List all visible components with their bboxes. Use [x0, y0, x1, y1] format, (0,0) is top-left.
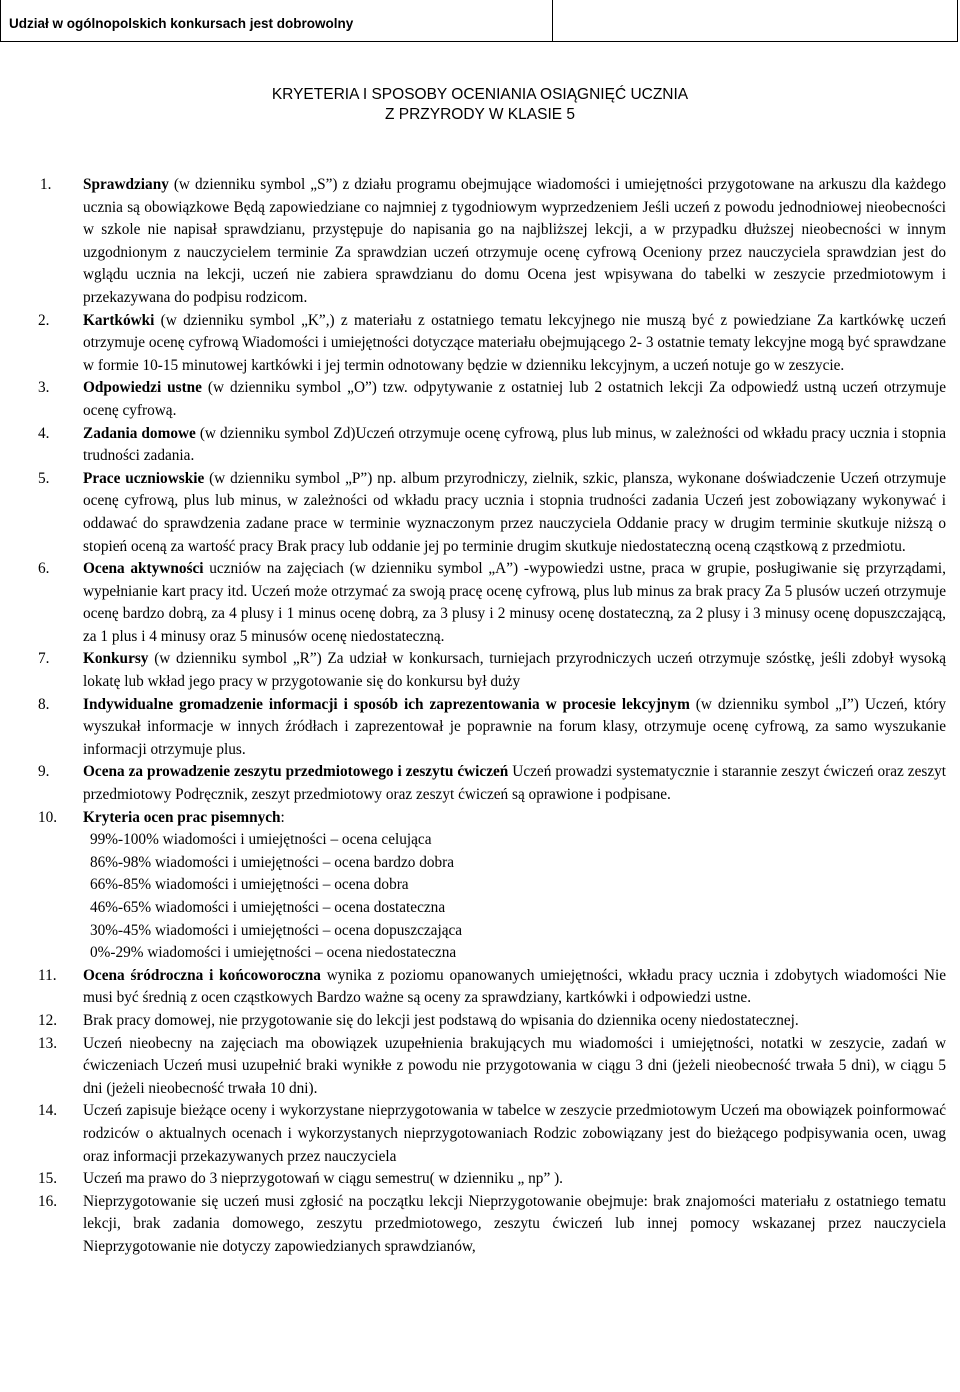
- item-text: wynika z poziomu opanowanych umiejętności, wkładu pracy ucznia i zdobytych wiadomości Nie musi być średnią z ocen cząstkowych Bardzo ważne są oceny za sprawdziany, kartkówki i odpowiedzi ustne.: [83, 966, 946, 1007]
- item-number: 8.: [38, 695, 50, 713]
- item-text: (w dzienniku symbol „R”) Za udział w konkursach, turniejach przyrodniczych uczeń otrzymuje szóstkę, jeśli zdobył wysoką lokatę lub wkład jego pracy w przygotowanie się do konkursu był duży: [83, 650, 946, 691]
- item-number: 1.: [40, 176, 52, 193]
- list-item: [38, 1168, 946, 1191]
- list-item: [38, 377, 946, 422]
- list-item: [38, 310, 946, 378]
- item-number: 2.: [38, 311, 50, 329]
- item-heading: Kryteria ocen prac pisemnych: [83, 808, 281, 826]
- item-text: (w dzienniku symbol „P”) np. album przyrodniczy, zielnik, szkic, plansza, wykonane doświadczenie Uczeń otrzymuje ocenę cyfrową, plus lub minus, w zależności od wkładu pracy ucznia i stopnia trudności zadania Uczeń jest zobowiązany wykonywać i oddawać do sprawdzenia zadane prace w terminie wyznaczonym przez nauczyciela Oddanie pracy w drugim terminie skutkuje niższą o stopień oceną za wartość pracy Brak pracy lub oddanie jej po terminie drugim skutkuje niedostateczną oceną cząstkową z przedmiotu.: [83, 469, 946, 555]
- item-text: (w dzienniku symbol Zd)Uczeń otrzymuje ocenę cyfrową, plus lub minus, w zależności od wkładu pracy ucznia i stopnia trudności zadania.: [83, 424, 946, 465]
- list-item: [38, 694, 946, 762]
- item-number: 14.: [38, 1102, 58, 1120]
- grade-row: 46%-65% wiadomości i umiejętności – ocena dostateczna: [90, 899, 446, 916]
- list-item: [38, 1010, 946, 1033]
- grade-row: 99%-100% wiadomości i umiejętności – ocena celująca: [90, 831, 432, 849]
- list-item-grading-criteria: [38, 807, 946, 830]
- item-text: Uczeń nieobecny na zajęciach ma obowiązek uzupełnienia brakujących mu wiadomości i umiejętności, notatki w zeszycie, zadań w ćwiczeniach Uczeń musi uzupełnić braki wynikłe z powodu nie przygotowania w ciągu 3 dni (jeżeli nieobecność trwała 5 dni), w ciągu 5 dni (jeżeli nieobecność trwała 10 dni).: [83, 1034, 946, 1097]
- list-item: [38, 558, 946, 648]
- list-item: [38, 1191, 946, 1259]
- grade-row: 66%-85% wiadomości i umiejętności – ocena dobra: [90, 876, 409, 894]
- list-item: [38, 965, 946, 1010]
- grade-row: 86%-98% wiadomości i umiejętności – ocena bardzo dobra: [90, 853, 455, 871]
- item-number: 3.: [38, 379, 50, 397]
- header-divider: [552, 0, 553, 42]
- item-text: Uczeń ma prawo do 3 nieprzygotowań w ciągu semestru( w dzienniku „ np” ).: [83, 1170, 563, 1188]
- item-heading: Ocena za prowadzenie zeszytu przedmiotowego i zeszytu ćwiczeń: [83, 763, 509, 781]
- item-text: (w dzienniku symbol „S”) z działu programu obejmujące wiadomości i umiejętności przygotowane na arkuszu dla każdego ucznia są obowiązkowe Będą zapowiedziane co najmniej z tygodniowym wyprzedzeniem Jeśli uczeń z powodu jednodniowej nieobecności w szkole nie napisał sprawdzianu, przystępuje do napisania go na najbliższej lekcji, a w przypadku dłuższej nieobecności w innym uzgodnionym z nauczycielem terminie Za sprawdzian uczeń otrzymuje ocenę cyfrową Oceniony przez nauczyciela sprawdzian jest do wglądu ucznia na lekcji, uczeń nie zabiera sprawdzianu do domu Ocena jest wpisywana do tabelki w zeszycie przedmiotowym i przekazywana do podpisu rodzicom.: [83, 176, 946, 306]
- document-title: KRYETERIA I SPOSOBY OCENIANIA OSIĄGNIĘĆ UCZNIA: [271, 86, 689, 103]
- document-subtitle: Z PRZYRODY W KLASIE 5: [384, 106, 576, 123]
- item-heading: Ocena aktywności: [83, 560, 204, 578]
- item-text: (w dzienniku symbol „I”) Uczeń, który wyszukał informacje w innych źródłach i zaprezentował je poprawnie na forum klasy, otrzymuje ocenę cyfrową, za samo wyszukanie informacji otrzymuje plus.: [83, 695, 946, 758]
- item-number: 5.: [38, 469, 50, 487]
- item-heading: Konkursy: [83, 650, 149, 668]
- grade-row: 30%-45% wiadomości i umiejętności – ocena dopuszczająca: [90, 921, 463, 939]
- item-number: 13.: [38, 1034, 58, 1052]
- item-number: 7.: [38, 650, 50, 668]
- item-heading: Ocena śródroczna i końcoworoczna: [83, 966, 321, 984]
- criteria-list: [38, 174, 946, 1259]
- grade-row: 0%-29% wiadomości i umiejętności – ocena niedostateczna: [90, 944, 457, 962]
- item-heading: Indywidualne gromadzenie informacji i sposób ich zaprezentowania w procesie lekcyjnym: [83, 695, 690, 713]
- header-box: [0, 0, 958, 42]
- grade-scale: [38, 829, 946, 965]
- item-number: 15.: [38, 1170, 58, 1188]
- list-item: [38, 648, 946, 693]
- item-text: Uczeń prowadzi systematycznie i starannie zeszyt ćwiczeń oraz zeszyt przedmiotowy Podręcznik, zeszyt przedmiotowy oraz zeszyt ćwiczeń są oprawione i podpisane.: [83, 763, 947, 804]
- list-item: [38, 174, 946, 310]
- item-text: :: [280, 808, 285, 826]
- list-item: [38, 1100, 946, 1168]
- item-number: 6.: [38, 560, 50, 578]
- item-number: 10.: [38, 808, 58, 826]
- item-text: (w dzienniku symbol „O”) tzw. odpytywanie z ostatniej lub 2 ostatnich lekcji Za odpowiedź ustną uczeń otrzymuje ocenę cyfrową.: [83, 379, 946, 419]
- item-number: 4.: [38, 424, 50, 442]
- item-text: Brak pracy domowej, nie przygotowanie się do lekcji jest podstawą do wpisania do dziennika oceny niedostatecznej.: [83, 1011, 799, 1029]
- item-number: 12.: [38, 1011, 58, 1029]
- list-item: [38, 761, 946, 806]
- item-text: uczniów na zajęciach (w dzienniku symbol „A”) -wypowiedzi ustne, praca w grupie, posługiwanie się przyrządami, wypełnianie kart pracy itd. Uczeń może otrzymać za swoją pracę ocenę cyfrową, plus lub minus za brak pracy Za 5 plusów uczeń otrzymuje ocenę bardzo dobrą, za 4 plusy i 1 minus ocenę dobrą, za 3 plusy i 2 minusy ocenę dostateczną, za 2 plusy i 3 minusy ocenę dopuszczającą, za 1 plus i 4 minusy oraz 5 minusów ocenę niedostateczną.: [83, 560, 946, 645]
- item-heading: Zadania domowe: [83, 424, 196, 442]
- item-text: (w dzienniku symbol „K”,) z materiału z ostatniego tematu lekcyjnego nie muszą być z powiedziane Za kartkówkę uczeń otrzymuje ocenę cyfrową Wiadomości i umiejętności dotyczące materiału obejmującego 2- 3 ostatnie tematy lekcyjne mogą być sprawdzane w formie 10-15 minutowej kartkówki i jej termin odnotowany będzie w dzienniku lekcyjnym, a uczeń notuje go w zeszycie.: [83, 311, 946, 374]
- list-item: [38, 468, 946, 558]
- item-heading: Sprawdziany: [83, 176, 169, 193]
- header-title: Udział w ogólnopolskich konkursach jest dobrowolny: [9, 16, 354, 31]
- item-heading: Odpowiedzi ustne: [83, 379, 202, 397]
- item-text: Uczeń zapisuje bieżące oceny i wykorzystane nieprzygotowania w tabelce w zeszycie przedmiotowym Uczeń ma obowiązek poinformować rodziców o aktualnych ocenach i wykorzystanych nieprzygotowaniach Rodzic zobowiązany jest do bieżącego podpisywania ocen, uwag oraz informacji przekazywanych przez nauczyciela: [83, 1102, 946, 1165]
- item-heading: Prace uczniowskie: [83, 469, 205, 487]
- item-number: 16.: [38, 1192, 58, 1210]
- item-number: 9.: [38, 763, 50, 781]
- list-item: [38, 1033, 946, 1101]
- item-text: Nieprzygotowanie się uczeń musi zgłosić na początku lekcji Nieprzygotowanie obejmuje: brak znajomości materiału z ostatniego tematu lekcji, brak zadania domowego, zeszytu przedmiotowego, zeszytu ćwiczeń lub innej pomocy wskazanej przez nauczyciela Nieprzygotowanie nie dotyczy zapowiedzianych sprawdzianów,: [83, 1192, 946, 1255]
- list-item: [38, 423, 946, 468]
- item-number: 11.: [38, 966, 57, 984]
- item-heading: Kartkówki: [83, 311, 155, 329]
